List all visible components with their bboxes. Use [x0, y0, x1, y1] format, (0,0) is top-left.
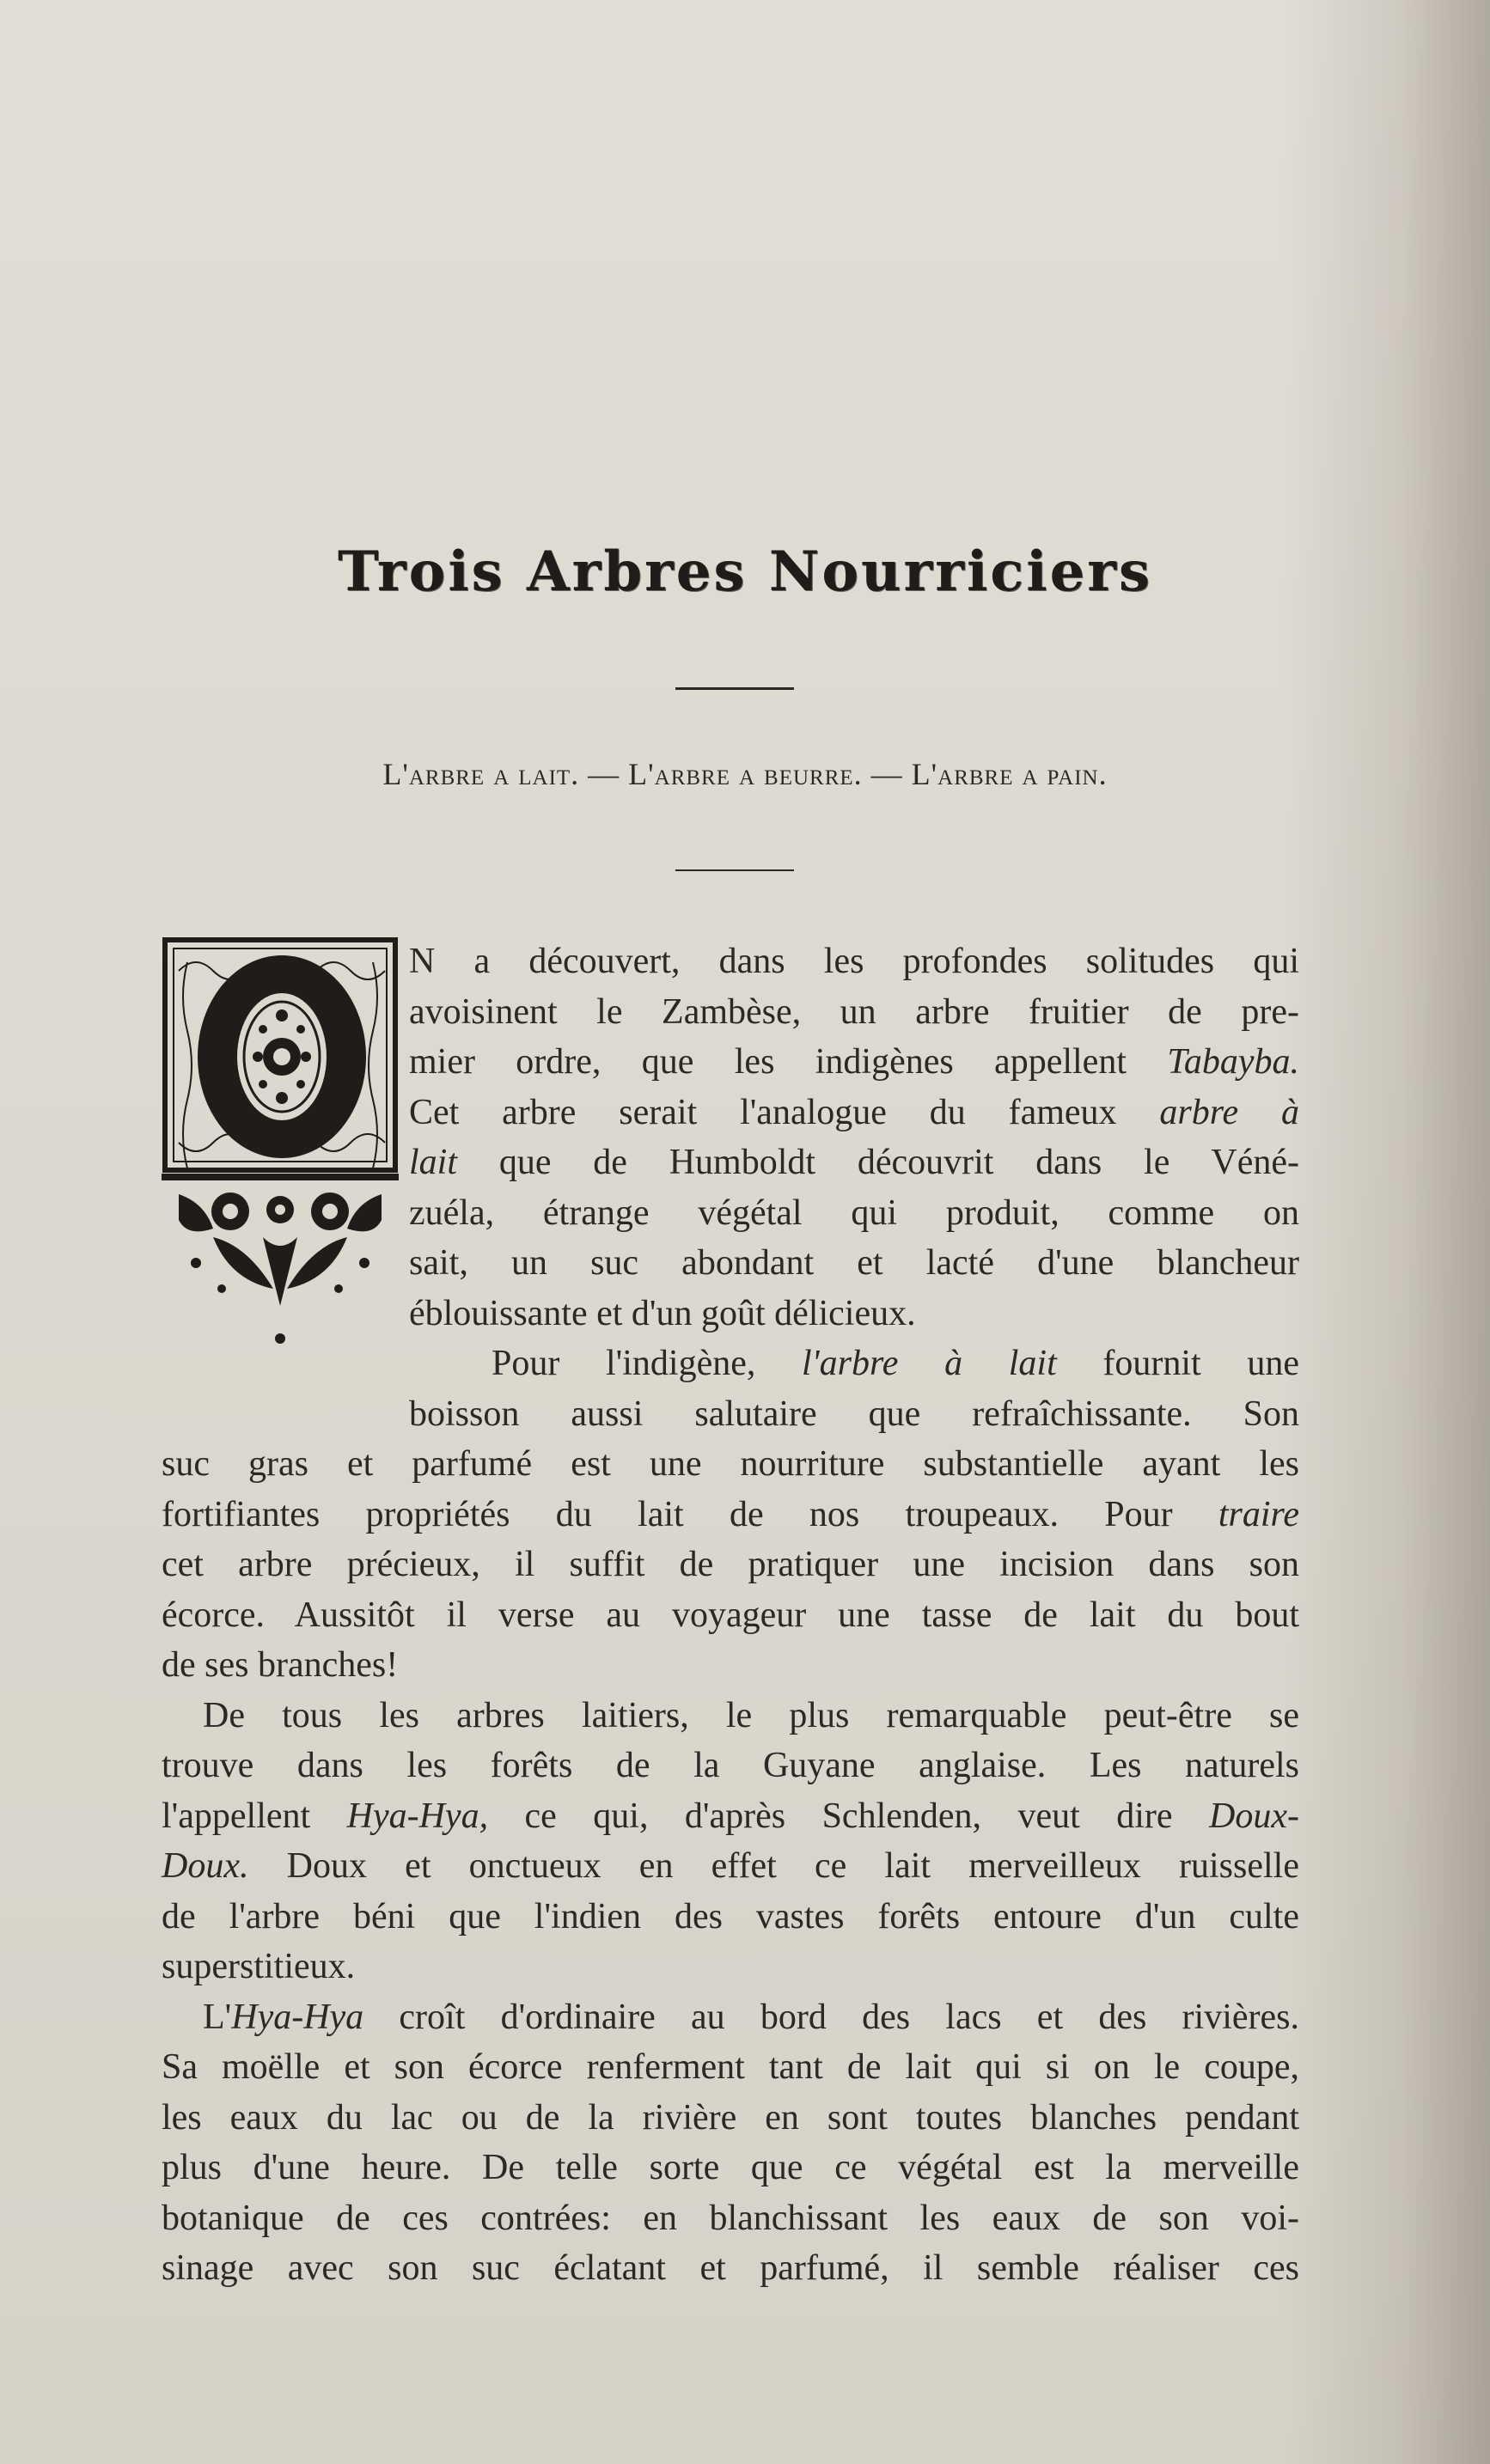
italic-term: Tabayba.: [1167, 1042, 1299, 1082]
text-line: les eaux du lac ou de la rivière en sont toutes blanches pendant: [162, 2097, 1299, 2138]
text-line: sait, un suc abondant et lacté d'une blancheur: [409, 1243, 1299, 1283]
text-line: plus d'une heure. De telle sorte que ce végétal est la merveille: [162, 2148, 1299, 2187]
text-line: Pour l'indigène, l'arbre à lait fournit une: [492, 1344, 1300, 1383]
text-line: de l'arbre béni que l'indien des vastes forêts entoure d'un culte: [162, 1896, 1299, 1936]
chapter-subtitle: [0, 756, 1490, 792]
text-line: Doux. Doux et onctueux en effet ce lait merveilleux ruisselle: [162, 1846, 1299, 1886]
italic-term: Hya-Hya: [231, 1997, 364, 2037]
text-line: éblouissante et d'un goût délicieux.: [409, 1293, 916, 1333]
italic-term: Doux-: [1209, 1796, 1299, 1836]
italic-term: Doux.: [162, 1846, 249, 1886]
subtitle-divider: [675, 869, 794, 871]
title-divider: [675, 687, 794, 690]
text-line: cet arbre précieux, il suffit de pratiquer une incision dans son: [162, 1545, 1299, 1584]
italic-term: lait: [409, 1143, 458, 1182]
text-line: sinage avec son suc éclatant et parfumé, il semble réaliser ces: [162, 2248, 1299, 2288]
text-line: Sa moëlle et son écorce renferment tant de lait qui si on le coupe,: [162, 2047, 1299, 2087]
text-line: suc gras et parfumé est une nourriture substantielle ayant les: [162, 1444, 1299, 1484]
text-line: fortifiantes propriétés du lait de nos troupeaux. Pour traire: [162, 1494, 1299, 1534]
text-line: De tous les arbres laitiers, le plus remarquable peut-être se: [203, 1695, 1299, 1735]
text-line: mier ordre, que les indigènes appellent Tabayba.: [409, 1042, 1299, 1082]
chapter-title: Trois Arbres Nourriciers: [337, 540, 1153, 604]
subtitle-text: L'arbre a lait. — L'arbre a beurre. — L'arbre a pain.: [382, 757, 1108, 791]
text-line: trouve dans les forêts de la Guyane anglaise. Les naturels: [162, 1746, 1299, 1785]
body-text: [162, 936, 1299, 2294]
text-line: botanique de ces contrées: en blanchissant les eaux de son voi-: [162, 2198, 1299, 2238]
text-line: l'appellent Hya-Hya, ce qui, d'après Schlenden, veut dire Doux-: [162, 1796, 1299, 1836]
text-line: Cet arbre serait l'analogue du fameux arbre à: [409, 1092, 1299, 1132]
italic-term: arbre à: [1159, 1092, 1299, 1132]
italic-term: l'arbre à lait: [802, 1344, 1057, 1383]
text-line: écorce. Aussitôt il verse au voyageur une tasse de lait du bout: [162, 1595, 1299, 1635]
text-line: N a découvert, dans les profondes solitudes qui: [409, 942, 1299, 981]
text-line: superstitieux.: [162, 1947, 356, 1986]
text-line: de ses branches!: [162, 1645, 399, 1685]
italic-term: traire: [1218, 1494, 1299, 1534]
italic-term: Hya-Hya,: [346, 1796, 489, 1836]
text-line: zuéla, étrange végétal qui produit, comme on: [409, 1192, 1299, 1233]
text-line: boisson aussi salutaire que refraîchissante. Son: [409, 1394, 1299, 1434]
text-line: lait que de Humboldt découvrit dans le Véné-: [409, 1143, 1299, 1182]
text-line: L'Hya-Hya croît d'ordinaire au bord des lacs et des rivières.: [203, 1997, 1299, 2037]
text-line: avoisinent le Zambèse, un arbre fruitier de pre-: [409, 991, 1299, 1032]
